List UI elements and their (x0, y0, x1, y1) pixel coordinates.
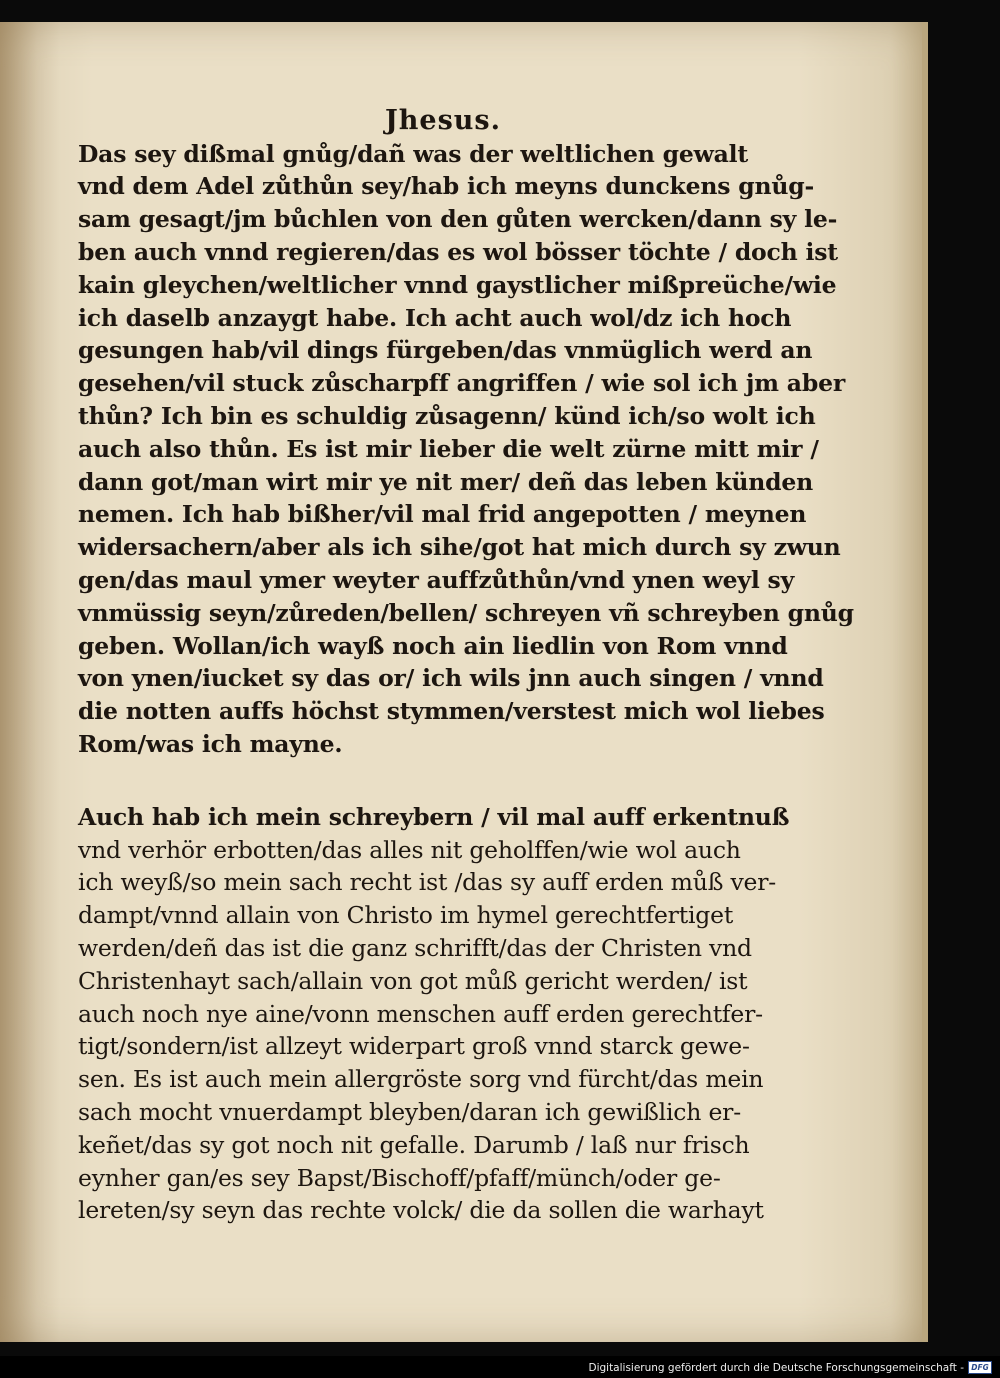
text-line: thůn? Ich bin es schuldig zůsagenn/ künd ich/so wolt ich (78, 402, 816, 431)
paragraph-1 (78, 138, 854, 761)
page-gutter-stain (0, 22, 60, 1342)
text-line: eynher gan/es sey Bapst/Bischoff/pfaff/münch/oder ge- (78, 1163, 721, 1192)
text-line: von ynen/iucket sy das or/ ich wils jnn auch singen / vnnd (78, 664, 824, 693)
dfg-logo-text: DFG (971, 1362, 989, 1372)
text-line: ich daselb anzaygt habe. Ich acht auch wol/dz ich hoch (78, 303, 792, 332)
text-line: auch noch nye aine/vonn menschen auff erden gerechtfer- (78, 999, 763, 1028)
text-line: Das sey dißmal gnůg/dañ was der weltlichen gewalt (78, 139, 749, 168)
text-block (78, 78, 854, 1227)
text-line: auch also thůn. Es ist mir lieber die welt zürne mitt mir / (78, 434, 819, 463)
text-line: kain gleychen/weltlicher vnnd gaystlicher mißpreüche/wie (78, 270, 837, 299)
printed-page (0, 22, 928, 1342)
page-edge (922, 22, 928, 1342)
text-line: die notten auffs höchst stymmen/verstest mich wol liebes (78, 697, 825, 726)
text-line: widersachern/aber als ich sihe/got hat mich durch sy zwun (78, 533, 841, 562)
text-line: vnmüssig seyn/zůreden/bellen/ schreyen vñ schreyben gnůg (78, 598, 854, 627)
dfg-logo (968, 1361, 992, 1374)
text-line: lereten/sy seyn das rechte volck/ die da sollen die warhayt (78, 1196, 764, 1225)
text-line: sam gesagt/jm bůchlen von den gůten wercken/dann sy le- (78, 205, 838, 234)
text-line: gen/das maul ymer weyter auffzůthůn/vnd ynen weyl sy (78, 566, 795, 595)
text-line: vnd dem Adel zůthůn sey/hab ich meyns dunckens gnůg- (78, 172, 815, 201)
text-line: dampt/vnnd allain von Christo im hymel gerechtfertiget (78, 901, 734, 930)
text-line: tigt/sondern/ist allzeyt widerpart groß vnnd starck gewe- (78, 1032, 750, 1061)
text-line: vnd verhör erbotten/das alles nit geholffen/wie wol auch (78, 835, 741, 864)
text-line: Rom/was ich mayne. (78, 730, 343, 759)
text-line: ben auch vnnd regieren/das es wol bösser töchte / doch ist (78, 238, 838, 267)
footer-bar (0, 1356, 1000, 1378)
text-line: keñet/das sy got noch nit gefalle. Darumb / laß nur frisch (78, 1130, 750, 1159)
text-line: gesehen/vil stuck zůscharpff angriffen / wie sol ich jm aber (78, 369, 845, 398)
text-line: dann got/man wirt mir ye nit mer/ deñ das leben künden (78, 467, 814, 496)
page-heading: Jhesus. (384, 105, 501, 136)
text-line: geben. Wollan/ich wayß noch ain liedlin von Rom vnnd (78, 631, 788, 660)
text-line: sen. Es ist auch mein allergröste sorg vnd fürcht/das mein (78, 1065, 764, 1094)
text-line: ich weyß/so mein sach recht ist /das sy auff erden můß ver- (78, 868, 777, 897)
text-line: werden/deñ das ist die ganz schrifft/das der Christen vnd (78, 934, 752, 963)
text-line: nemen. Ich hab bißher/vil mal frid angepotten / meynen (78, 500, 807, 529)
paragraph-2 (78, 801, 790, 1227)
funding-credit: Digitalisierung gefördert durch die Deutsche Forschungsgemeinschaft - (588, 1362, 964, 1374)
text-line: gesungen hab/vil dings fürgeben/das vnmüglich werd an (78, 336, 813, 365)
text-line: sach mocht vnuerdampt bleyben/daran ich gewißlich er- (78, 1098, 741, 1126)
text-line: Auch hab ich mein schreybern / vil mal auff erkentnuß (78, 802, 790, 831)
text-line: Christenhayt sach/allain von got můß gericht werden/ ist (78, 966, 748, 995)
